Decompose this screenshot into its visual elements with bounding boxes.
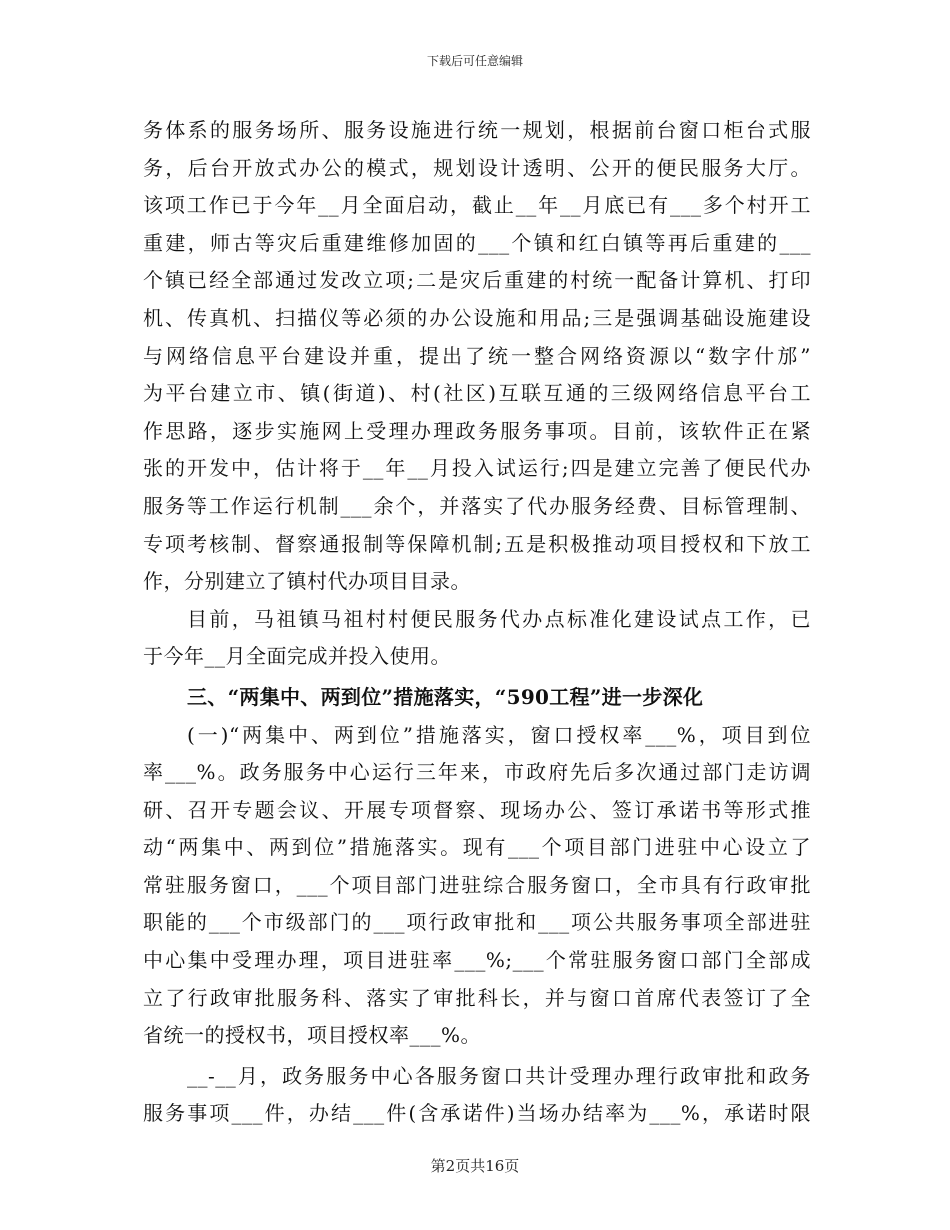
- body-line: 研、召开专题会议、开展专项督察、现场办公、签订承诺书等形式推: [143, 797, 811, 822]
- body-line: 省统一的授权书，项目授权率___%。: [143, 1023, 482, 1048]
- body-line: 务，后台开放式办公的模式，规划设计透明、公开的便民服务大厅。: [143, 155, 811, 180]
- body-line: 立了行政审批服务科、落实了审批科长，并与窗口首席代表签订了全: [143, 985, 811, 1010]
- body-line: 服务事项___件，办结___件(含承诺件)当场办结率为___%，承诺时限: [143, 1101, 811, 1126]
- body-line: __-__月，政务服务中心各服务窗口共计受理办理行政审批和政务: [187, 1063, 811, 1088]
- body-line: 于今年__月全面完成并投入使用。: [143, 644, 451, 669]
- page-number: 第2页共16页: [430, 1157, 520, 1175]
- body-line: (一)“两集中、两到位”措施落实，窗口授权率___%，项目到位: [187, 722, 811, 747]
- body-line: 为平台建立市、镇(街道)、村(社区)互联互通的三级网络信息平台工: [143, 381, 811, 406]
- page-header: 下载后可任意编辑: [426, 54, 523, 68]
- body-line: 目前，马祖镇马祖村村便民服务代办点标准化建设试点工作，已: [187, 606, 811, 631]
- section-heading: 三、“两集中、两到位”措施落实，“590工程”进一步深化: [187, 684, 704, 709]
- body-line: 个镇已经全部通过发改立项;二是灾后重建的村统一配备计算机、打印: [143, 268, 811, 293]
- body-line: 常驻服务窗口，___个项目部门进驻综合服务窗口，全市具有行政审批: [143, 872, 811, 897]
- body-line: 服务等工作运行机制___余个，并落实了代办服务经费、目标管理制、: [143, 493, 811, 518]
- body-line: 专项考核制、督察通报制等保障机制;五是积极推动项目授权和下放工: [143, 531, 811, 556]
- body-line: 作思路，逐步实施网上受理办理政务服务事项。目前，该软件正在紧: [143, 418, 811, 443]
- body-line: 张的开发中，估计将于__年__月投入试运行;四是建立完善了便民代办: [143, 456, 811, 481]
- body-line: 中心集中受理办理，项目进驻率___%;___个常驻服务窗口部门全部成: [143, 948, 811, 973]
- body-line: 率___%。政务服务中心运行三年来，市政府先后多次通过部门走访调: [143, 760, 811, 785]
- body-line: 务体系的服务场所、服务设施进行统一规划，根据前台窗口柜台式服: [143, 118, 811, 142]
- body-line: 重建，师古等灾后重建维修加固的___个镇和红白镇等再后重建的___: [143, 230, 811, 255]
- body-line: 作，分别建立了镇村代办项目目录。: [143, 569, 471, 594]
- body-line: 职能的___个市级部门的___项行政审批和___项公共服务事项全部进驻: [143, 910, 811, 935]
- body-line: 机、传真机、扫描仪等必须的办公设施和用品;三是强调基础设施建设: [143, 305, 811, 330]
- document-body: [143, 112, 811, 1133]
- body-line: 该项工作已于今年__月全面启动，截止__年__月底已有___多个村开工: [143, 193, 811, 218]
- body-line: 与网络信息平台建设并重，提出了统一整合网络资源以“数字什邡”: [143, 343, 811, 368]
- body-line: 动“两集中、两到位”措施落实。现有___个项目部门进驻中心设立了: [143, 835, 811, 860]
